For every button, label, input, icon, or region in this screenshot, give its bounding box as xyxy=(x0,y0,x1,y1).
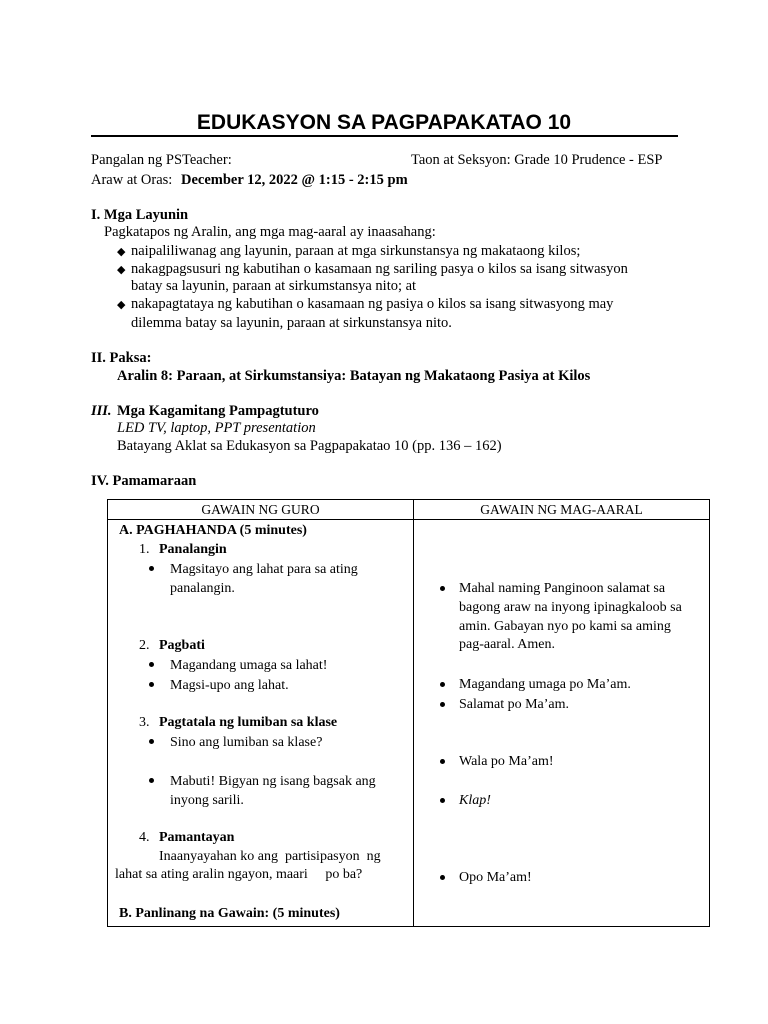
date-label: Araw at Oras: xyxy=(91,172,173,188)
section-3-numeral: III. xyxy=(91,403,112,419)
column-header-teacher: GAWAIN NG GURO xyxy=(108,500,414,520)
section-3-heading: Mga Kagamitang Pampagtuturo xyxy=(117,403,319,419)
dot-bullet-icon xyxy=(440,759,445,764)
item-3-text-2-cont: inyong sarili. xyxy=(170,793,244,808)
dot-bullet-icon xyxy=(440,586,445,591)
objective-2: ◆ nakagpagsusuri ng kabutihan o kasamaan ng sariling pasya o kilos sa isang sitwasyon xyxy=(117,261,628,277)
item-3-text-2: Mabuti! Bigyan ng isang bagsak ang xyxy=(170,774,376,789)
section-info: Taon at Seksyon: Grade 10 Prudence - ESP xyxy=(411,152,663,168)
title-rule xyxy=(91,135,678,137)
student-response-4: Wala po Ma’am! xyxy=(459,754,554,769)
dot-bullet-icon xyxy=(440,702,445,707)
section-1-intro: Pagkatapos ng Aralin, ang mga mag-aaral ay inaasahang: xyxy=(104,224,436,240)
section-2-topic: Aralin 8: Paraan, at Sirkumstansiya: Batayan ng Makataong Pasiya at Kilos xyxy=(117,368,591,384)
dot-bullet-icon xyxy=(440,875,445,880)
textbook-reference: Batayang Aklat sa Edukasyon sa Pagpapakatao 10 (pp. 136 – 162) xyxy=(117,438,502,454)
student-response-1-cont: pag-aaral. Amen. xyxy=(459,637,556,652)
item-2-number: 2. xyxy=(139,638,150,653)
dot-bullet-icon xyxy=(440,682,445,687)
student-response-3: Salamat po Ma’am. xyxy=(459,697,570,712)
teacher-activities-cell xyxy=(108,520,414,927)
item-4-text-1: Inaanyayahan ko ang partisipasyon ng xyxy=(159,849,381,864)
item-3-title: Pagtatala ng lumiban sa klase xyxy=(159,715,338,730)
item-1-text-cont: panalangin. xyxy=(170,581,235,596)
objective-2-cont: batay sa layunin, paraan at sirkumstansya nito; at xyxy=(131,278,417,294)
item-1-text: Magsitayo ang lahat para sa ating xyxy=(170,562,358,577)
item-4-number: 4. xyxy=(139,830,150,845)
section-2-heading: II. Paksa: xyxy=(91,350,152,366)
dot-bullet-icon xyxy=(149,682,154,687)
objective-3: ◆ nakapagtataya ng kabutihan o kasamaan ng pasiya o kilos sa isang sitwasyong may xyxy=(117,296,614,312)
procedure-table xyxy=(107,499,710,927)
item-4-text-2: lahat sa ating aralin ngayon, maari po ba? xyxy=(115,867,363,882)
student-response-1: Mahal naming Panginoon salamat sa xyxy=(459,581,666,596)
item-2-title: Pagbati xyxy=(159,638,205,653)
part-a-heading: A. PAGHAHANDA (5 minutes) xyxy=(119,523,307,538)
dot-bullet-icon xyxy=(149,566,154,571)
item-2-text-1: Magandang umaga sa lahat! xyxy=(170,658,328,673)
document-title: EDUKASYON SA PAGPAPAKATAO 10 xyxy=(196,111,572,134)
student-response-2: Magandang umaga po Ma’am. xyxy=(459,677,631,692)
diamond-bullet-icon: ◆ xyxy=(117,264,126,276)
item-2-text-2: Magsi-upo ang lahat. xyxy=(170,678,289,693)
item-1-title: Panalangin xyxy=(159,542,227,557)
dot-bullet-icon xyxy=(440,798,445,803)
student-response-1-cont: amin. Gabayan nyo po kami sa aming xyxy=(459,619,671,634)
objective-1: ◆ naipaliliwanag ang layunin, paraan at mga sirkunstansya ng makataong kilos; xyxy=(117,243,581,259)
student-response-1-cont: bagong araw na inyong ipinagkaloob sa xyxy=(459,600,682,615)
dot-bullet-icon xyxy=(149,662,154,667)
item-1-number: 1. xyxy=(139,542,150,557)
item-3-text-1: Sino ang lumiban sa klase? xyxy=(170,735,323,750)
dot-bullet-icon xyxy=(149,739,154,744)
section-1-heading: I. Mga Layunin xyxy=(91,207,189,223)
student-response-6: Opo Ma’am! xyxy=(459,870,532,885)
date-value: December 12, 2022 @ 1:15 - 2:15 pm xyxy=(181,172,408,188)
student-activities-cell xyxy=(414,520,710,927)
item-3-number: 3. xyxy=(139,715,150,730)
student-response-5: Klap! xyxy=(459,793,491,808)
part-b-heading: B. Panlinang na Gawain: (5 minutes) xyxy=(119,906,340,921)
teacher-label: Pangalan ng PSTeacher: xyxy=(91,152,232,168)
objective-3-cont: dilemma batay sa layunin, paraan at sirkunstansya nito. xyxy=(131,315,452,331)
materials-list: LED TV, laptop, PPT presentation xyxy=(117,420,316,436)
diamond-bullet-icon: ◆ xyxy=(117,299,126,311)
column-header-student: GAWAIN NG MAG-AARAL xyxy=(414,500,710,520)
item-4-title: Pamantayan xyxy=(159,830,235,845)
section-4-heading: IV. Pamamaraan xyxy=(91,473,197,489)
diamond-bullet-icon: ◆ xyxy=(117,246,126,258)
dot-bullet-icon xyxy=(149,778,154,783)
